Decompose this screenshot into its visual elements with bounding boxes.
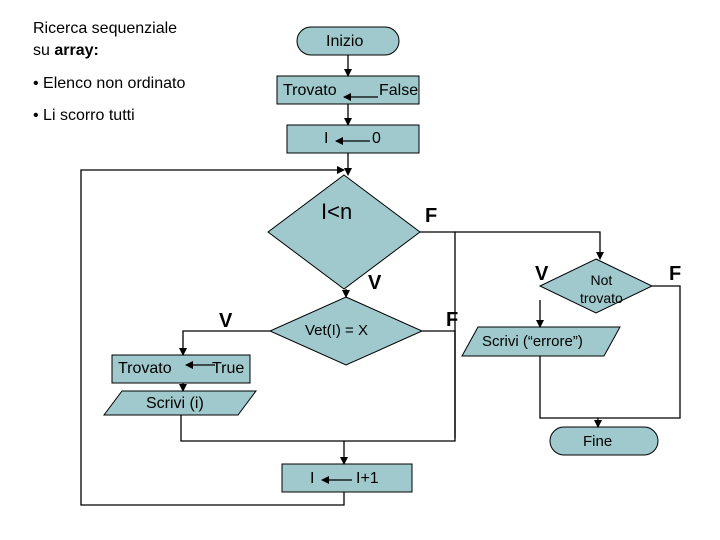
loop-condition-label: I<n <box>321 199 353 224</box>
increment-val: I+1 <box>356 470 379 487</box>
init-i-val: 0 <box>372 130 381 147</box>
compare-false-label: F <box>446 309 459 331</box>
loop-decision-diamond <box>268 175 420 289</box>
intro-bullet-1: • Elenco non ordinato <box>33 75 186 92</box>
not-found-condition-line1: Not <box>590 272 613 288</box>
start-label: Inizio <box>326 33 364 50</box>
compare-condition-label: Vet(I) = X <box>305 322 368 339</box>
init-i-var: I <box>324 130 329 147</box>
flow-not-found-false-to-end <box>598 286 680 427</box>
intro-title-line1: Ricerca sequenziale <box>33 20 178 37</box>
intro-title-line2 <box>33 42 99 60</box>
compare-true-label: V <box>219 310 233 332</box>
init-found-val: False <box>379 82 419 99</box>
increment-box <box>282 464 412 492</box>
not-found-false-label: F <box>669 263 682 285</box>
flow-print-to-merge <box>181 415 344 441</box>
intro-title-line2-plain: su <box>33 42 55 59</box>
loop-true-label: V <box>368 272 382 294</box>
set-found-var: Trovato <box>118 360 172 377</box>
flow-loop-false <box>420 232 455 438</box>
not-found-true-label: V <box>535 263 549 285</box>
not-found-condition-line2: trovato <box>580 290 623 306</box>
not-found-condition-label <box>580 271 623 307</box>
end-label: Fine <box>583 433 613 450</box>
intro-bullet-2: • Li scorro tutti <box>33 107 135 124</box>
flow-error-to-end-join <box>540 356 598 418</box>
print-error-label: Scrivi (“errore”) <box>482 333 583 350</box>
loop-false-label: F <box>425 205 438 227</box>
init-found-var: Trovato <box>283 82 337 99</box>
init-i-box <box>287 125 419 153</box>
increment-var: I <box>310 470 315 487</box>
flow-compare-true-to-set-found <box>183 331 270 355</box>
set-found-val: True <box>212 360 245 377</box>
flow-loop-exit-to-not-found <box>455 232 600 259</box>
print-index-label: Scrivi (i) <box>146 395 204 412</box>
intro-title-line2-bold: array: <box>54 42 99 59</box>
